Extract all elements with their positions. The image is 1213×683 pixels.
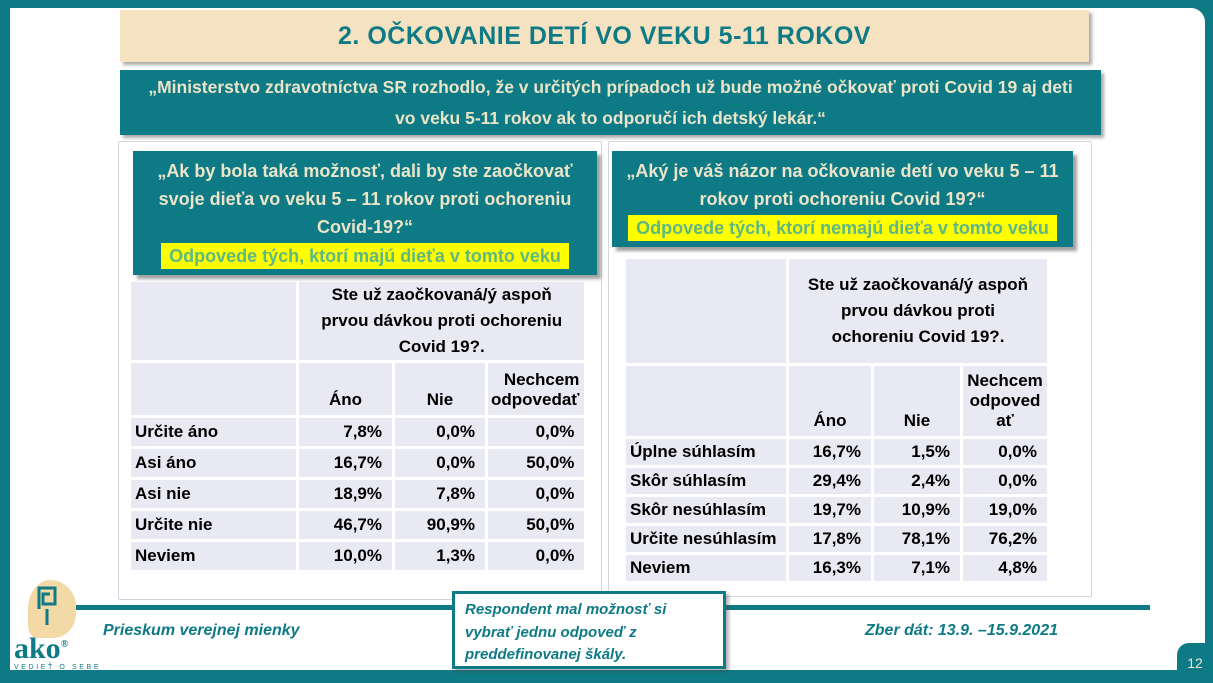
empty-corner-cell	[626, 259, 786, 363]
right-highlight-text: Odpovede tých, ktorí nemajú dieťa v tomto veku	[628, 215, 1057, 241]
cell-value: 2,4%	[874, 468, 960, 494]
right-question-text: „Aký je váš názor na očkovanie detí vo veku 5 – 11 rokov proti ochoreniu Covid 19?“	[626, 161, 1059, 209]
cell-value: 7,8%	[299, 418, 392, 446]
ako-logo	[12, 580, 104, 676]
right-col-header-nechcem: Nechcem odpovedať	[963, 366, 1047, 436]
left-table	[128, 279, 587, 573]
left-span-header: Ste už zaočkovaná/ý aspoň prvou dávkou proti ochoreniu Covid 19?.	[299, 282, 584, 360]
row-label: Asi áno	[131, 449, 296, 477]
cell-value: 76,2%	[963, 526, 1047, 552]
left-question-box	[133, 151, 597, 275]
row-label: Skôr nesúhlasím	[626, 497, 786, 523]
row-label: Neviem	[131, 542, 296, 570]
cell-value: 10,0%	[299, 542, 392, 570]
table-row	[626, 259, 1047, 363]
slide-title: 2. OČKOVANIE DETÍ VO VEKU 5-11 ROKOV	[338, 21, 871, 50]
right-question-box	[612, 151, 1073, 247]
cell-value: 0,0%	[488, 480, 584, 508]
right-table	[623, 256, 1050, 584]
cell-value: 0,0%	[488, 542, 584, 570]
ministry-quote-text: „Ministerstvo zdravotníctva SR rozhodlo, že v určitých prípadoch už bude možné očkovať proti Covid 19 aj deti vo veku 5-11 rokov ak to odporučí ich detský lekár.“	[148, 76, 1073, 128]
cell-value: 46,7%	[299, 511, 392, 539]
empty-cell	[626, 366, 786, 436]
right-span-header: Ste už zaočkovaná/ý aspoň prvou dávkou proti ochoreniu Covid 19?.	[789, 259, 1047, 363]
page-number: 12	[1187, 655, 1203, 671]
page-number-tab	[1177, 643, 1213, 683]
row-label: Neviem	[626, 555, 786, 581]
cell-value: 1,3%	[395, 542, 485, 570]
cell-value: 29,4%	[789, 468, 871, 494]
table-row	[131, 480, 584, 508]
left-question-text: „Ak by bola taká možnosť, dali by ste zaočkovať svoje dieťa vo veku 5 – 11 rokov proti ochoreniu Covid-19?“	[157, 161, 573, 237]
left-col-header-nechcem: Nechcem odpovedať	[488, 363, 584, 415]
cell-value: 0,0%	[963, 439, 1047, 465]
left-highlight-text: Odpovede tých, ktorí majú dieťa v tomto veku	[161, 243, 569, 269]
survey-type-label: Prieskum verejnej mienky	[103, 622, 300, 639]
cell-value: 16,3%	[789, 555, 871, 581]
cell-value: 7,1%	[874, 555, 960, 581]
methodology-note-text: Respondent mal možnosť si vybrať jednu odpoveď z preddefinovanej škály.	[465, 601, 667, 663]
cell-value: 0,0%	[395, 418, 485, 446]
cell-value: 1,5%	[874, 439, 960, 465]
spiral-maze-icon	[34, 583, 60, 627]
cell-value: 7,8%	[395, 480, 485, 508]
row-label: Určite nesúhlasím	[626, 526, 786, 552]
table-row	[131, 449, 584, 477]
row-label: Úplne súhlasím	[626, 439, 786, 465]
cell-value: 50,0%	[488, 449, 584, 477]
left-highlight-line	[145, 243, 585, 269]
row-label: Asi nie	[131, 480, 296, 508]
table-row	[131, 542, 584, 570]
slide-title-banner	[120, 10, 1089, 62]
cell-value: 0,0%	[488, 418, 584, 446]
cell-value: 4,8%	[963, 555, 1047, 581]
left-col-header-nie: Nie	[395, 363, 485, 415]
table-row	[626, 468, 1047, 494]
ministry-quote-banner	[120, 70, 1101, 135]
right-highlight-line	[624, 215, 1061, 241]
cell-value: 17,8%	[789, 526, 871, 552]
empty-cell	[131, 363, 296, 415]
logo-tagline: VEDIEŤ O SEBE	[14, 664, 102, 671]
cell-value: 16,7%	[789, 439, 871, 465]
cell-value: 19,7%	[789, 497, 871, 523]
cell-value: 90,9%	[395, 511, 485, 539]
cell-value: 16,7%	[299, 449, 392, 477]
table-row	[626, 497, 1047, 523]
table-row	[626, 439, 1047, 465]
cell-value: 19,0%	[963, 497, 1047, 523]
methodology-note-box	[452, 591, 726, 669]
logo-wordmark	[14, 630, 68, 664]
cell-value: 50,0%	[488, 511, 584, 539]
data-collection-dates: Zber dát: 13.9. –15.9.2021	[865, 622, 1058, 639]
table-row	[626, 526, 1047, 552]
cell-value: 0,0%	[963, 468, 1047, 494]
registered-mark: ®	[60, 639, 69, 650]
row-label: Určite nie	[131, 511, 296, 539]
row-label: Skôr súhlasím	[626, 468, 786, 494]
table-row	[131, 418, 584, 446]
row-label: Určite áno	[131, 418, 296, 446]
logo-brand-text: ako	[14, 632, 61, 665]
table-row	[626, 366, 1047, 436]
table-row	[131, 363, 584, 415]
cell-value: 18,9%	[299, 480, 392, 508]
cell-value: 78,1%	[874, 526, 960, 552]
cell-value: 0,0%	[395, 449, 485, 477]
right-col-header-ano: Áno	[789, 366, 871, 436]
table-row	[131, 282, 584, 360]
table-row	[626, 555, 1047, 581]
right-col-header-nie: Nie	[874, 366, 960, 436]
empty-corner-cell	[131, 282, 296, 360]
cell-value: 10,9%	[874, 497, 960, 523]
left-col-header-ano: Áno	[299, 363, 392, 415]
table-row	[131, 511, 584, 539]
